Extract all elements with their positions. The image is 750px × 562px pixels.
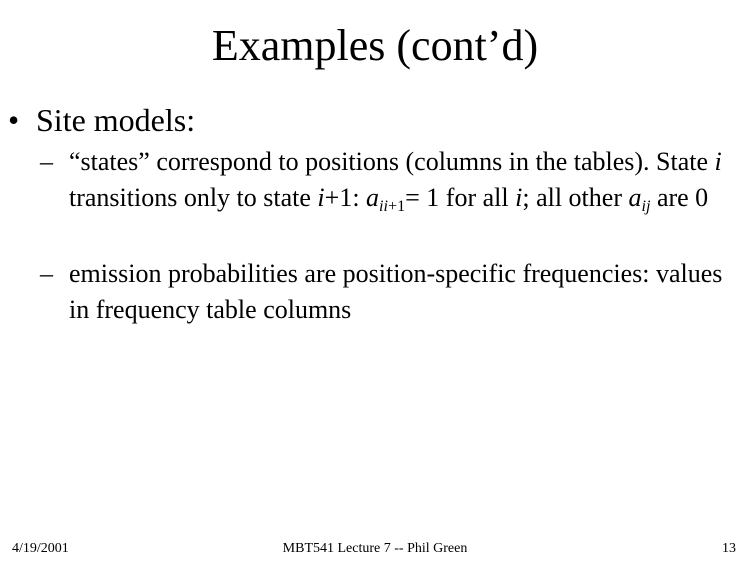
text-run: +1: bbox=[324, 183, 367, 212]
slide-title: Examples (cont’d) bbox=[211, 21, 539, 70]
math-var-i: i bbox=[317, 183, 325, 212]
text-run: = 1 for all bbox=[405, 183, 516, 212]
sub-bullet-emission-text: emission probabilities are position-specific frequencies: values in frequency table columns bbox=[69, 259, 723, 324]
dash-marker: – bbox=[40, 147, 53, 176]
math-var-i: i bbox=[714, 147, 722, 176]
subscript-plus-1: +1 bbox=[388, 197, 406, 215]
math-var-a: a bbox=[366, 183, 380, 212]
subscript-ii-plus-1 bbox=[379, 198, 405, 215]
text-run: transitions only to state bbox=[69, 183, 318, 212]
footer-date: 4/19/2001 bbox=[12, 541, 69, 556]
dash-marker: – bbox=[40, 259, 53, 288]
bullet-site-models bbox=[8, 100, 195, 140]
subscript-ij bbox=[641, 198, 650, 215]
sub-bullet-states-text bbox=[69, 144, 730, 216]
sub-bullet-emission bbox=[40, 256, 730, 328]
math-var-a: a bbox=[628, 183, 642, 212]
subscript-ij-text: ij bbox=[641, 197, 651, 215]
bullet-marker: • bbox=[8, 102, 20, 138]
text-run: ; all other bbox=[522, 183, 629, 212]
math-var-i: i bbox=[515, 183, 523, 212]
bullet-text: Site models: bbox=[36, 102, 196, 138]
sub-bullet-states bbox=[40, 144, 730, 216]
footer-page-number: 13 bbox=[722, 541, 736, 556]
footer-lecture: MBT541 Lecture 7 -- Phil Green bbox=[282, 541, 468, 556]
text-run: are 0 bbox=[650, 183, 709, 212]
subscript-ii: ii bbox=[379, 197, 388, 215]
text-run: “states” correspond to positions (columns in the tables). State bbox=[69, 147, 715, 176]
